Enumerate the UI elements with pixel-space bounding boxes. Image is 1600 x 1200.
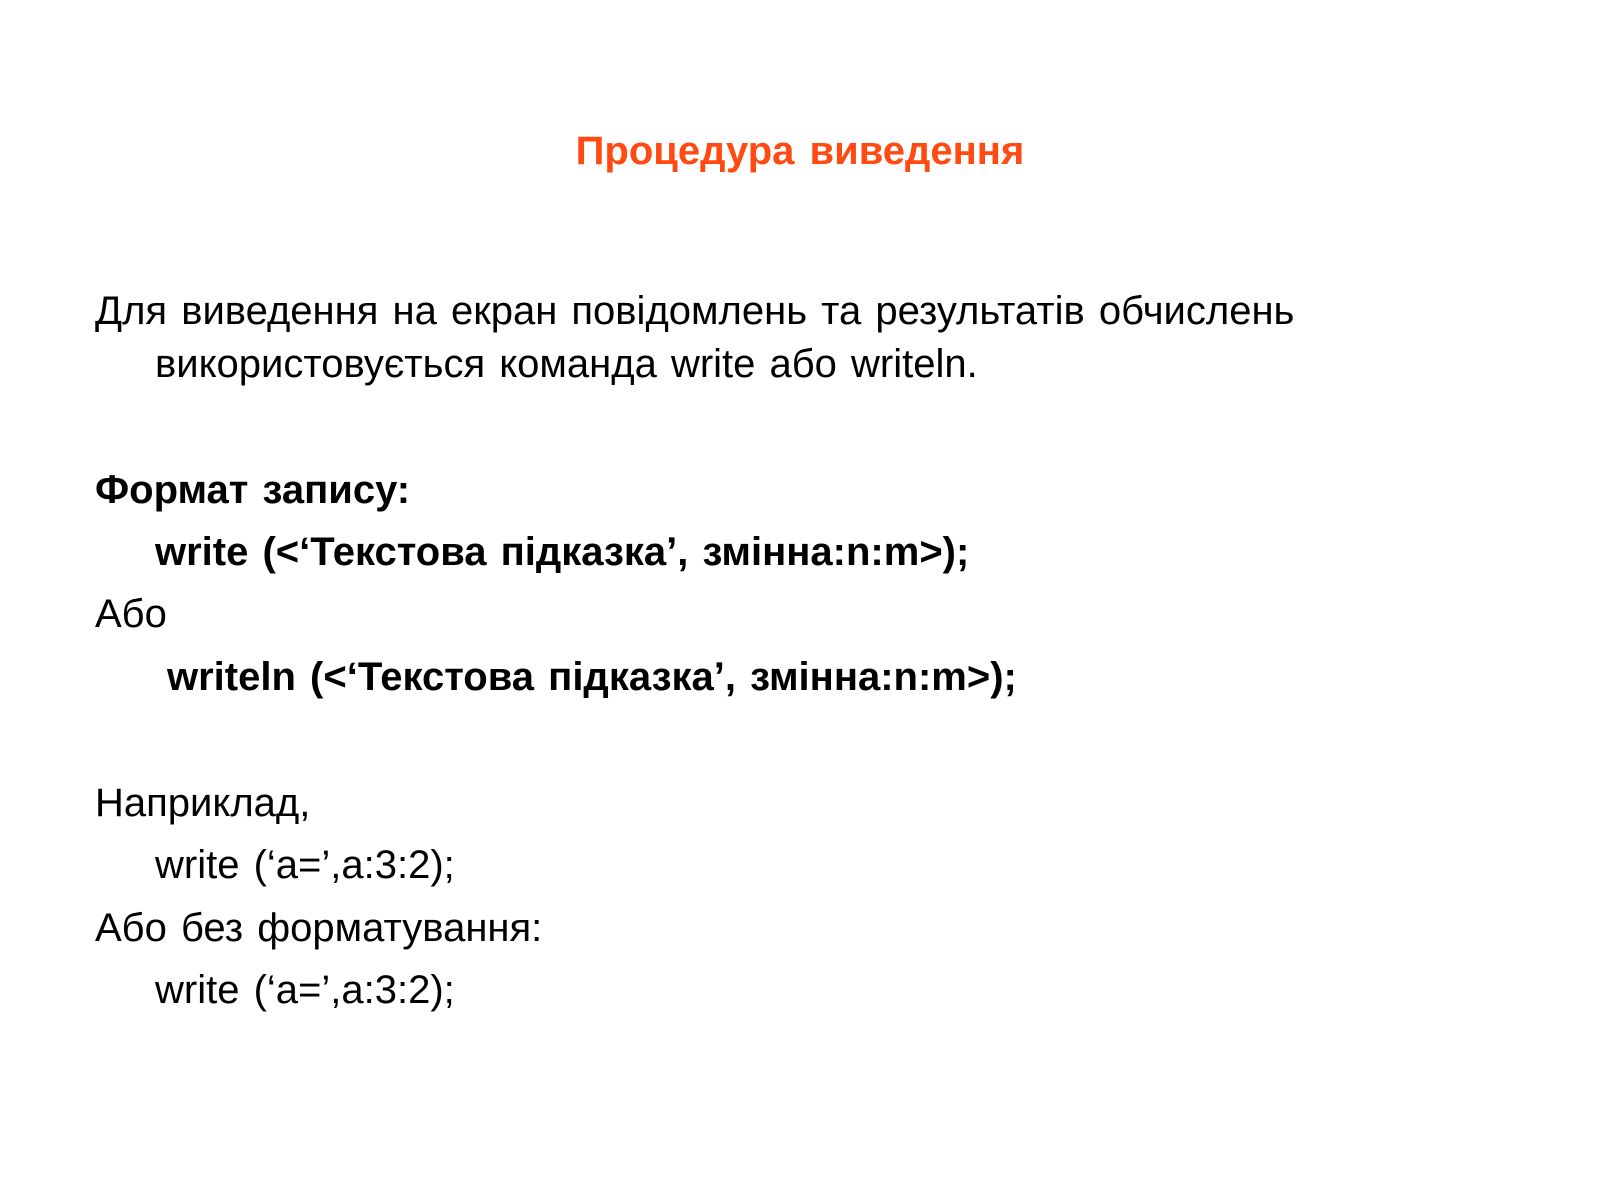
slide-title: Процедура виведення [575,129,1025,173]
format-writeln-syntax: writeln (<‘Текстова підказка’, змінна:n:m>); [167,655,1017,699]
or-label: Або [95,592,167,636]
example-heading: Наприклад, [95,781,311,825]
intro-text-line-1: Для виведення на екран повідомлень та результатів обчислень [95,289,1295,333]
intro-text-line-2: використовується команда write або writeln. [155,342,978,386]
no-format-heading: Або без форматування: [95,906,543,950]
format-heading: Формат запису: [95,468,411,512]
format-write-syntax: write (<‘Текстова підказка’, змінна:n:m>); [155,530,970,574]
example-code-2: write (‘a=’,a:3:2); [155,968,455,1012]
example-code-1: write (‘a=’,a:3:2); [155,843,455,887]
